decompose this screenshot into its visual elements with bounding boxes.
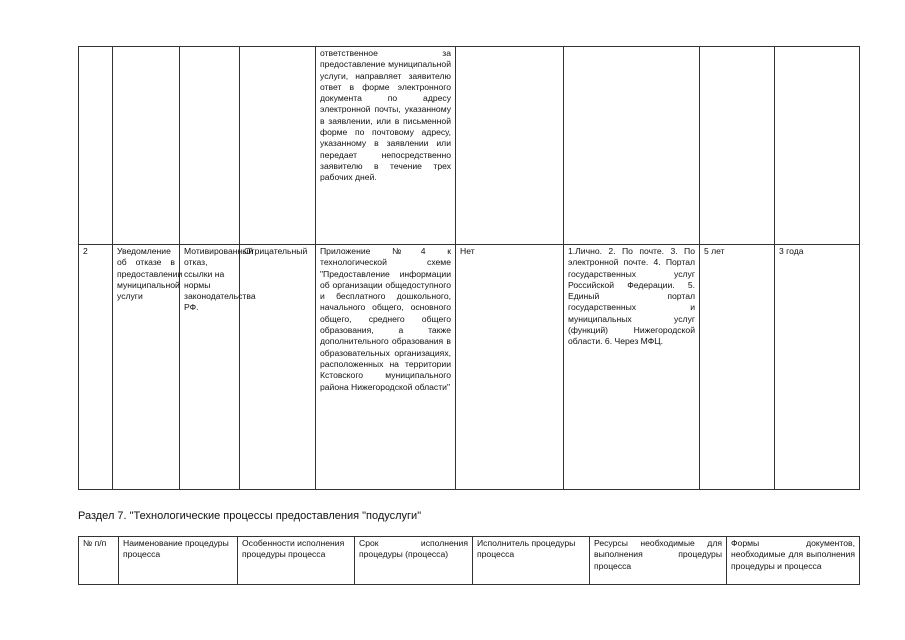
receipt-methods-cell: 1.Лично. 2. По почте. 3. По электронной почте. 4. Портал государственных услуг Российской Федерации. 5. Единый портал государственных и муниципальных услуг (функций) Нижегородской области. 6. Через МФЦ. — [564, 245, 700, 490]
document-sample-cell: Нет — [456, 245, 564, 490]
document-name-cell: Уведомление об отказе в предоставлении муниципальной услуги — [113, 245, 180, 490]
document-requirements-cell: Мотивированный отказ, ссылки на нормы законодательства РФ. — [180, 245, 240, 490]
document-characteristic-cell: Отрицательный — [240, 245, 316, 490]
technological-processes-table — [78, 536, 860, 585]
header-procedure-executor: Исполнитель процедуры процесса — [473, 537, 590, 585]
row-number: 2 — [79, 245, 113, 490]
storage-mfc-cell: 3 года — [775, 245, 860, 490]
table-row-refusal — [79, 245, 860, 490]
document-form-cell: Приложение №4 к технологической схеме "Предоставление информации об организации общедоступного и бесплатного дошкольного, начального общего, основного общего, среднего общего образования, а также дополнительного образования в образовательных организациях, расположенных на территории Кстовского муниципального района Нижегородской области" — [316, 245, 456, 490]
header-document-forms: Формы документов, необходимые для выполнения процедуры и процесса — [727, 537, 860, 585]
header-procedure-name: Наименование процедуры процесса — [119, 537, 238, 585]
header-procedure-term: Срок исполнения процедуры (процесса) — [355, 537, 473, 585]
header-procedure-features: Особенности исполнения процедуры процесса — [238, 537, 355, 585]
procedure-text-cell: ответственное за предоставление муниципальной услуги, направляет заявителю ответ в форме электронного документа по адресу электронной почты, указанному в заявлении, или в письменной форме по почтовому адресу, указанному в заявлении или передает непосредственно заявителю в течение трех рабочих дней. — [316, 47, 456, 245]
header-procedure-resources: Ресурсы необходимые для выполнения процедуры процесса — [590, 537, 727, 585]
header-number: № п/п — [79, 537, 119, 585]
table-header-row — [79, 537, 860, 585]
result-documents-table — [78, 46, 860, 490]
section-7-title: Раздел 7. "Технологические процессы предоставления "подуслуги" — [78, 510, 422, 522]
storage-body-cell: 5 лет — [700, 245, 775, 490]
table-row-continued — [79, 47, 860, 245]
